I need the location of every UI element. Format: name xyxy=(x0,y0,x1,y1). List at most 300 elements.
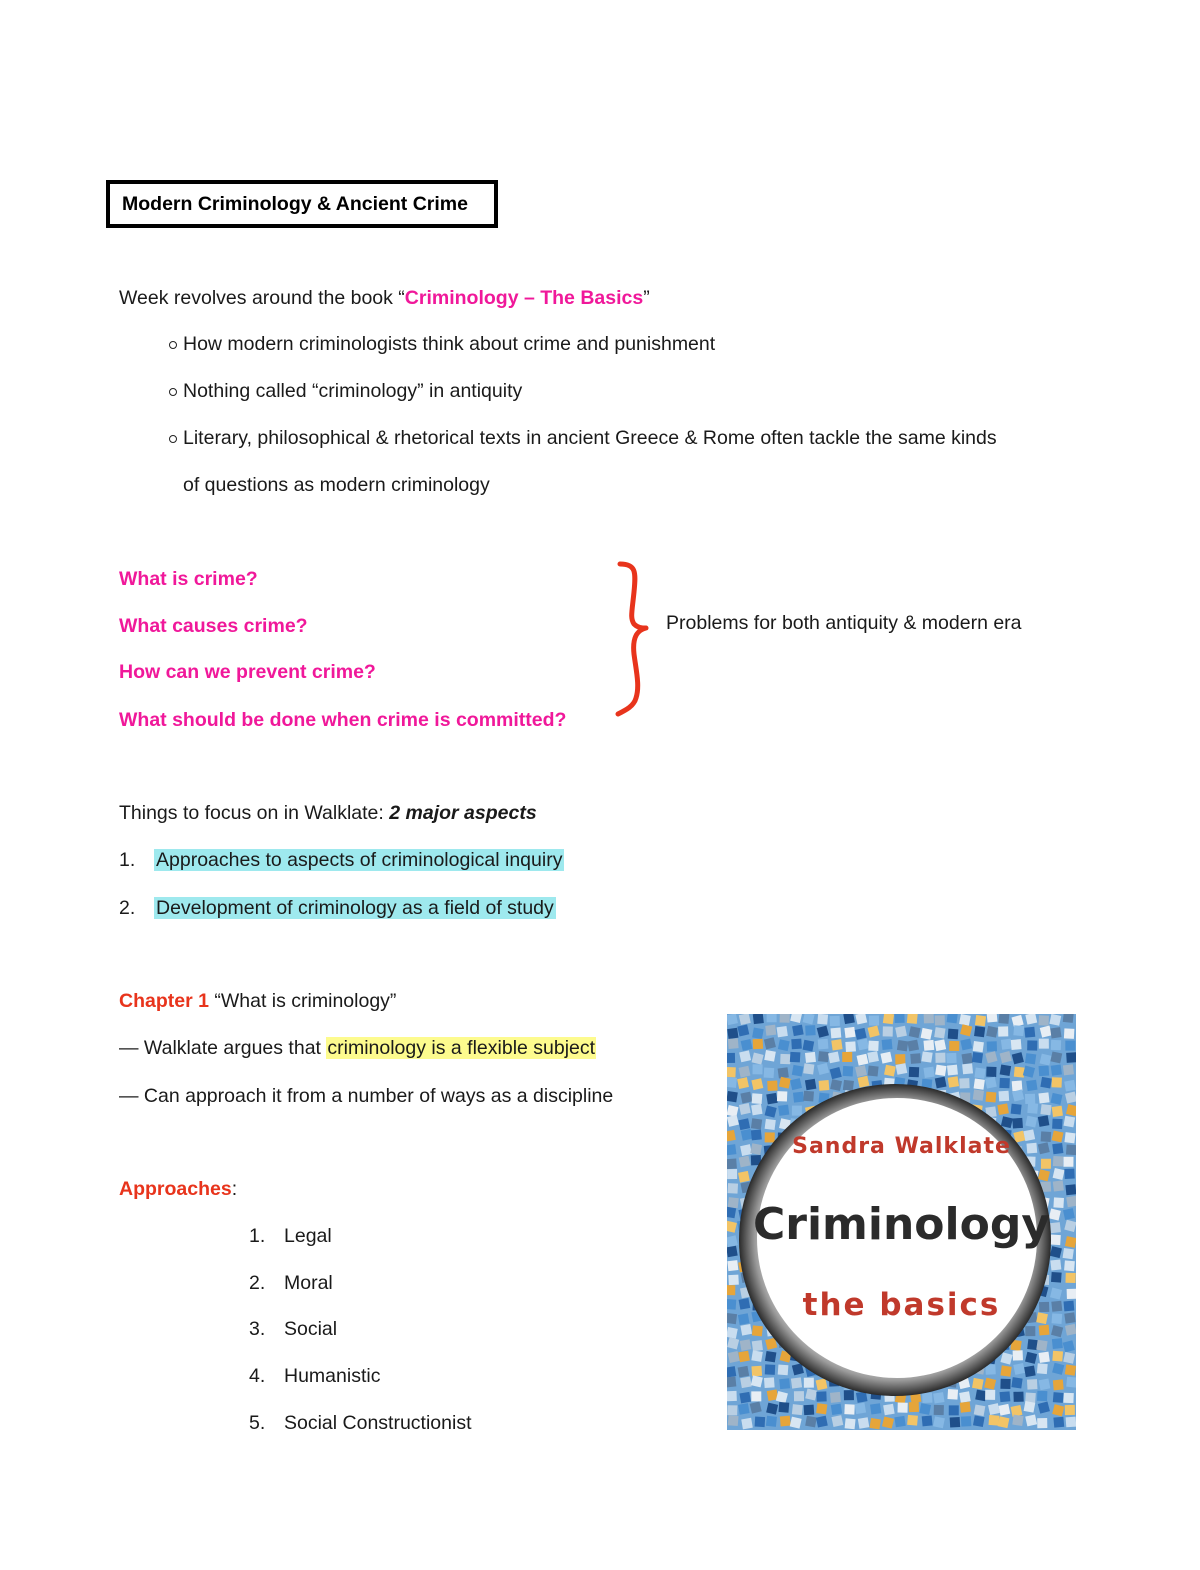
approach-item xyxy=(249,1224,332,1248)
mosaic-tile xyxy=(1027,1379,1037,1389)
mosaic-tile xyxy=(998,1026,1008,1036)
mosaic-tile xyxy=(1052,1077,1062,1087)
mosaic-tile xyxy=(1066,1417,1076,1428)
mosaic-tile xyxy=(883,1404,894,1415)
mosaic-tile xyxy=(1027,1040,1037,1050)
mosaic-tile xyxy=(986,1092,997,1103)
mosaic-tile xyxy=(868,1066,879,1077)
highlighted-text: criminology is a flexible subject xyxy=(327,1037,596,1059)
mosaic-tile xyxy=(816,1391,826,1401)
mosaic-tile xyxy=(998,1014,1009,1024)
mosaic-tile xyxy=(780,1014,790,1023)
chapter-label: Chapter 1 xyxy=(119,990,209,1012)
mosaic-tile xyxy=(764,1377,775,1388)
mosaic-tile xyxy=(1011,1104,1022,1115)
mosaic-tile xyxy=(959,1014,971,1026)
mosaic-tile xyxy=(1027,1103,1038,1114)
mosaic-tile xyxy=(766,1416,777,1427)
mosaic-tile xyxy=(962,1063,973,1074)
mosaic-tile xyxy=(855,1065,867,1077)
focus-item xyxy=(119,848,564,872)
mosaic-tile xyxy=(739,1103,751,1115)
mosaic-tile xyxy=(1013,1350,1023,1360)
mosaic-tile xyxy=(738,1351,750,1363)
mosaic-tile xyxy=(910,1053,921,1064)
mosaic-tile xyxy=(728,1351,740,1363)
mosaic-tile xyxy=(1053,1180,1064,1191)
mosaic-tile xyxy=(737,1025,749,1037)
circle-bullet-icon xyxy=(169,435,177,443)
mosaic-tile xyxy=(998,1404,1010,1416)
mosaic-tile xyxy=(1065,1041,1075,1051)
mosaic-tile xyxy=(778,1365,789,1376)
mosaic-tile xyxy=(728,1275,738,1285)
mosaic-tile xyxy=(987,1041,997,1051)
approach-text: Legal xyxy=(284,1225,332,1247)
mosaic-tile xyxy=(803,1040,815,1052)
mosaic-tile xyxy=(1051,1093,1063,1105)
mosaic-tile xyxy=(909,1026,921,1038)
curly-brace-icon xyxy=(596,558,656,718)
mosaic-tile xyxy=(1012,1080,1023,1091)
mosaic-tile xyxy=(974,1404,986,1416)
mosaic-tile xyxy=(907,1014,918,1024)
mosaic-tile xyxy=(1053,1417,1064,1428)
mosaic-tile xyxy=(727,1028,738,1039)
mosaic-tile xyxy=(831,1404,842,1415)
mosaic-tile xyxy=(740,1377,752,1389)
mosaic-tile xyxy=(974,1067,985,1078)
mosaic-tile xyxy=(947,1389,958,1400)
mosaic-tile xyxy=(803,1063,814,1074)
mosaic-tile xyxy=(738,1403,750,1415)
mosaic-tile xyxy=(1050,1051,1062,1063)
chapter-line-prefix: — Walklate argues that xyxy=(119,1037,327,1059)
mosaic-tile xyxy=(988,1415,999,1426)
mosaic-tile xyxy=(1001,1039,1012,1050)
mosaic-tile xyxy=(973,1415,985,1427)
mosaic-tile xyxy=(767,1080,777,1090)
book-title: Criminology – The Basics xyxy=(404,287,644,309)
mosaic-tile xyxy=(1011,1405,1023,1417)
title-box xyxy=(106,180,498,228)
mosaic-tile xyxy=(805,1416,817,1428)
mosaic-tile xyxy=(1039,1325,1050,1336)
page-title: Modern Criminology & Ancient Crime xyxy=(122,193,468,215)
mosaic-tile xyxy=(948,1029,959,1040)
mosaic-tile xyxy=(1024,1027,1035,1038)
mosaic-tile xyxy=(751,1366,762,1377)
mosaic-tile xyxy=(1026,1080,1037,1091)
mosaic-tile xyxy=(1014,1067,1025,1078)
mosaic-tile xyxy=(855,1403,867,1415)
cover-title: Criminology xyxy=(752,1199,1051,1250)
mosaic-tile xyxy=(935,1077,947,1089)
mosaic-tile xyxy=(1039,1039,1049,1049)
mosaic-tile xyxy=(973,1089,984,1100)
mosaic-tile xyxy=(790,1052,801,1063)
mosaic-tile xyxy=(959,1078,969,1088)
mosaic-tile xyxy=(855,1028,867,1040)
mosaic-tile xyxy=(1000,1391,1011,1402)
mosaic-tile xyxy=(727,1391,737,1401)
mosaic-tile xyxy=(728,1038,739,1049)
mosaic-tile xyxy=(1039,1065,1050,1076)
mosaic-tile xyxy=(816,1403,827,1414)
mosaic-tile xyxy=(883,1014,894,1024)
mosaic-tile xyxy=(894,1014,904,1023)
mosaic-tile xyxy=(1066,1377,1076,1388)
mosaic-tile xyxy=(751,1350,762,1361)
list-number: 2. xyxy=(119,897,136,919)
mosaic-tile xyxy=(922,1415,933,1426)
mosaic-tile xyxy=(1051,1064,1062,1075)
approach-item xyxy=(249,1411,472,1435)
mosaic-tile xyxy=(817,1014,828,1025)
mosaic-tile xyxy=(1011,1377,1022,1388)
mosaic-tile xyxy=(923,1067,934,1078)
mosaic-tile xyxy=(779,1378,790,1389)
mosaic-tile xyxy=(974,1078,985,1089)
mosaic-tile xyxy=(780,1054,790,1064)
mosaic-tile xyxy=(727,1169,737,1179)
mosaic-tile xyxy=(858,1076,870,1088)
approach-text: Social Constructionist xyxy=(284,1412,472,1434)
question-item: What causes crime? xyxy=(119,615,308,637)
mosaic-tile xyxy=(1025,1414,1037,1426)
mosaic-tile xyxy=(1064,1169,1074,1179)
mosaic-tile xyxy=(999,1078,1009,1088)
list-number: 2. xyxy=(249,1272,266,1294)
mosaic-tile xyxy=(1039,1015,1049,1025)
approaches-label: Approaches xyxy=(119,1178,232,1200)
mosaic-tile xyxy=(1037,1391,1047,1401)
mosaic-tile xyxy=(1039,1378,1051,1390)
mosaic-tile xyxy=(973,1041,984,1052)
mosaic-tile xyxy=(858,1417,870,1429)
mosaic-tile xyxy=(986,1067,996,1077)
mosaic-tile xyxy=(1053,1392,1064,1403)
mosaic-tile xyxy=(972,1052,983,1063)
mosaic-tile xyxy=(752,1028,764,1040)
mosaic-tile xyxy=(857,1038,869,1050)
approach-text: Moral xyxy=(284,1272,333,1294)
mosaic-tile xyxy=(792,1025,804,1037)
mosaic-tile xyxy=(960,1402,971,1413)
mosaic-tile xyxy=(844,1404,854,1414)
mosaic-tile xyxy=(819,1080,830,1091)
mosaic-tile xyxy=(974,1026,985,1037)
mosaic-tile xyxy=(1052,1351,1063,1362)
mosaic-tile xyxy=(845,1041,856,1052)
mosaic-tile xyxy=(1052,1106,1063,1117)
mosaic-tile xyxy=(934,1027,945,1038)
mosaic-tile xyxy=(766,1093,778,1105)
mosaic-tile xyxy=(845,1418,856,1429)
mosaic-tile xyxy=(816,1416,828,1428)
mosaic-tile xyxy=(897,1040,908,1051)
mosaic-tile xyxy=(1063,1064,1074,1075)
mosaic-tile xyxy=(1038,1092,1049,1103)
mosaic-tile xyxy=(727,1077,737,1088)
mosaic-tile xyxy=(870,1418,881,1429)
mosaic-tile xyxy=(752,1064,762,1074)
mosaic-tile xyxy=(987,1014,998,1023)
approach-item xyxy=(249,1317,337,1341)
focus-item xyxy=(119,896,556,920)
mosaic-tile xyxy=(805,1052,816,1063)
mosaic-tile xyxy=(843,1080,854,1091)
mosaic-tile xyxy=(778,1105,789,1116)
mosaic-tile xyxy=(935,1065,946,1076)
mosaic-tile xyxy=(727,1091,738,1102)
mosaic-tile xyxy=(777,1026,788,1037)
mosaic-tile xyxy=(934,1405,944,1415)
mosaic-tile xyxy=(922,1393,932,1403)
mosaic-tile xyxy=(1013,1363,1025,1375)
mosaic-tile xyxy=(919,1403,931,1415)
mosaic-tile xyxy=(959,1391,971,1403)
mosaic-tile xyxy=(882,1039,893,1050)
mosaic-tile xyxy=(1036,1340,1047,1351)
mosaic-tile xyxy=(818,1039,829,1050)
book-cover-image xyxy=(727,1014,1076,1430)
bullet-item xyxy=(169,379,522,403)
mosaic-tile xyxy=(949,1405,959,1415)
brace-note: Problems for both antiquity & modern era xyxy=(666,612,1022,634)
mosaic-tile xyxy=(739,1066,751,1078)
mosaic-tile xyxy=(727,1260,738,1271)
mosaic-tile xyxy=(765,1364,775,1374)
mosaic-tile xyxy=(738,1171,750,1183)
mosaic-tile xyxy=(1012,1415,1023,1426)
question-item: What should be done when crime is committed? xyxy=(119,709,567,731)
mosaic-tile xyxy=(1025,1326,1035,1336)
mosaic-tile xyxy=(753,1014,764,1024)
bullet-item xyxy=(169,332,715,356)
mosaic-tile xyxy=(764,1050,776,1062)
mosaic-tile xyxy=(883,1026,893,1036)
bullet-item xyxy=(169,426,997,450)
mosaic-tile xyxy=(1064,1080,1076,1092)
mosaic-tile xyxy=(741,1039,753,1051)
question-item: How can we prevent crime? xyxy=(119,661,376,683)
mosaic-tile xyxy=(1025,1053,1036,1064)
mosaic-tile xyxy=(1049,1014,1061,1026)
mosaic-tile xyxy=(933,1392,944,1403)
mosaic-tile xyxy=(1052,1119,1062,1129)
chapter-line: — Can approach it from a number of ways as a discipline xyxy=(119,1085,614,1107)
mosaic-tile xyxy=(751,1118,762,1129)
mosaic-tile xyxy=(818,1051,829,1062)
mosaic-tile xyxy=(1063,1393,1073,1403)
mosaic-tile xyxy=(960,1038,972,1050)
mosaic-tile xyxy=(921,1028,933,1040)
highlighted-text: Approaches to aspects of criminological inquiry xyxy=(156,849,563,871)
mosaic-tile xyxy=(740,1339,752,1351)
mosaic-tile xyxy=(1024,1401,1036,1413)
mosaic-tile xyxy=(907,1415,918,1426)
list-number: 1. xyxy=(249,1225,266,1247)
mosaic-tile xyxy=(737,1077,749,1089)
mosaic-tile xyxy=(935,1015,945,1025)
focus-line xyxy=(119,801,537,825)
mosaic-tile xyxy=(921,1051,932,1062)
mosaic-tile xyxy=(1037,1418,1047,1428)
mosaic-tile xyxy=(1040,1077,1052,1089)
mosaic-tile xyxy=(727,1376,736,1387)
mosaic-tile xyxy=(880,1052,892,1064)
mosaic-tile xyxy=(831,1039,842,1050)
mosaic-tile xyxy=(764,1067,775,1078)
mosaic-tile xyxy=(896,1063,908,1075)
mosaic-tile xyxy=(998,1416,1010,1428)
approach-text: Social xyxy=(284,1318,338,1340)
mosaic-tile xyxy=(830,1079,842,1091)
mosaic-tile xyxy=(727,1159,737,1170)
list-number: 5. xyxy=(249,1412,266,1434)
mosaic-tile xyxy=(765,1025,776,1036)
mosaic-tile xyxy=(804,1378,814,1388)
approaches-heading xyxy=(119,1177,237,1201)
mosaic-tile xyxy=(867,1051,879,1063)
mosaic-tile xyxy=(1037,1363,1048,1374)
mosaic-tile xyxy=(779,1077,791,1089)
list-number: 1. xyxy=(119,849,136,871)
mosaic-tile xyxy=(1053,1379,1064,1390)
mosaic-tile xyxy=(923,1040,934,1051)
mosaic-tile xyxy=(844,1027,855,1038)
mosaic-tile xyxy=(1051,1040,1061,1050)
mosaic-tile xyxy=(986,1026,998,1038)
mosaic-tile xyxy=(999,1091,1010,1102)
mosaic-tile xyxy=(1065,1364,1076,1375)
mosaic-tile xyxy=(794,1391,804,1401)
mosaic-tile xyxy=(870,1403,881,1414)
mosaic-tile xyxy=(843,1014,855,1024)
mosaic-tile xyxy=(985,1390,995,1400)
mosaic-tile xyxy=(1063,1352,1075,1364)
mosaic-tile xyxy=(884,1065,896,1077)
mosaic-tile xyxy=(1040,1104,1051,1115)
mosaic-tile xyxy=(778,1039,790,1051)
mosaic-tile xyxy=(740,1092,752,1104)
mosaic-tile xyxy=(755,1417,766,1428)
mosaic-tile xyxy=(962,1053,973,1064)
mosaic-tile xyxy=(1065,1324,1076,1336)
mosaic-tile xyxy=(727,1366,736,1377)
bullet-text: Literary, philosophical & rhetorical texts in ancient Greece & Rome often tackle the same kinds xyxy=(183,427,997,449)
mosaic-tile xyxy=(843,1066,854,1077)
mosaic-tile xyxy=(1024,1366,1036,1378)
mosaic-tile xyxy=(975,1390,987,1402)
mosaic-tile xyxy=(1063,1014,1074,1023)
mosaic-tile xyxy=(752,1325,763,1336)
mosaic-tile xyxy=(830,1016,840,1026)
mosaic-tile xyxy=(805,1079,816,1090)
circle-bullet-icon xyxy=(169,341,177,349)
mosaic-tile xyxy=(1052,1338,1063,1349)
intro-line xyxy=(119,286,650,310)
mosaic-tile xyxy=(1051,1272,1062,1283)
mosaic-tile xyxy=(961,1416,971,1426)
mosaic-tile xyxy=(738,1366,750,1378)
mosaic-tile xyxy=(728,1415,739,1426)
intro-suffix: ” xyxy=(643,287,650,309)
mosaic-tile xyxy=(895,1054,905,1064)
mosaic-tile xyxy=(857,1054,869,1066)
mosaic-tile xyxy=(792,1065,804,1077)
list-number: 4. xyxy=(249,1365,266,1387)
mosaic-tile xyxy=(816,1378,828,1390)
mosaic-tile xyxy=(1050,1259,1061,1270)
mosaic-tile xyxy=(1065,1184,1076,1195)
mosaic-tile xyxy=(791,1377,802,1388)
mosaic-tile xyxy=(898,1403,908,1413)
focus-prefix: Things to focus on in Walklate: xyxy=(119,802,390,824)
mosaic-tile xyxy=(985,1077,997,1089)
mosaic-tile xyxy=(830,1028,841,1039)
mosaic-tile xyxy=(804,1405,815,1416)
approach-item xyxy=(249,1364,380,1388)
bullet-continuation: of questions as modern criminology xyxy=(183,474,490,496)
bullet-text: How modern criminologists think about crime and punishment xyxy=(183,333,716,355)
highlighted-text: Development of criminology as a field of study xyxy=(156,897,554,919)
focus-emphasis: 2 major aspects xyxy=(389,802,537,824)
approach-item xyxy=(249,1271,333,1295)
mosaic-tile xyxy=(894,1416,905,1427)
mosaic-tile xyxy=(728,1183,739,1194)
mosaic-tile xyxy=(924,1014,934,1023)
chapter-title: “What is criminology” xyxy=(208,990,397,1012)
mosaic-tile xyxy=(780,1416,791,1427)
mosaic-tile xyxy=(830,1392,841,1403)
mosaic-tile xyxy=(831,1415,843,1427)
approaches-colon: : xyxy=(231,1178,238,1200)
mosaic-tile xyxy=(1013,1025,1024,1036)
question-item: What is crime? xyxy=(119,568,258,590)
mosaic-tile xyxy=(868,1041,878,1051)
cover-subtitle: the basics xyxy=(802,1287,1001,1323)
mosaic-tile xyxy=(907,1040,919,1052)
chapter-line xyxy=(119,1036,596,1060)
mosaic-tile xyxy=(975,1015,986,1026)
mosaic-tile xyxy=(803,1091,814,1102)
mosaic-tile xyxy=(751,1104,762,1115)
mosaic-tile xyxy=(1064,1260,1075,1271)
mosaic-tile xyxy=(751,1078,763,1090)
mosaic-tile xyxy=(791,1039,802,1050)
mosaic-tile xyxy=(792,1404,803,1415)
mosaic-tile xyxy=(727,1014,738,1025)
mosaic-tile xyxy=(1065,1405,1075,1415)
mosaic-tile xyxy=(767,1014,777,1022)
mosaic-tile xyxy=(739,1392,751,1404)
mosaic-tile xyxy=(1064,1028,1075,1039)
mosaic-tile xyxy=(972,1378,984,1390)
mosaic-tile xyxy=(988,1403,1000,1415)
mosaic-tile xyxy=(950,1417,961,1428)
mosaic-tile xyxy=(765,1119,776,1130)
mosaic-tile xyxy=(778,1402,789,1413)
mosaic-tile xyxy=(844,1390,854,1400)
mosaic-tile xyxy=(727,1405,737,1415)
mosaic-tile xyxy=(1065,1273,1075,1283)
mosaic-tile xyxy=(828,1051,840,1063)
mosaic-tile xyxy=(946,1053,956,1063)
mosaic-tile xyxy=(934,1039,946,1051)
mosaic-tile xyxy=(948,1076,959,1087)
